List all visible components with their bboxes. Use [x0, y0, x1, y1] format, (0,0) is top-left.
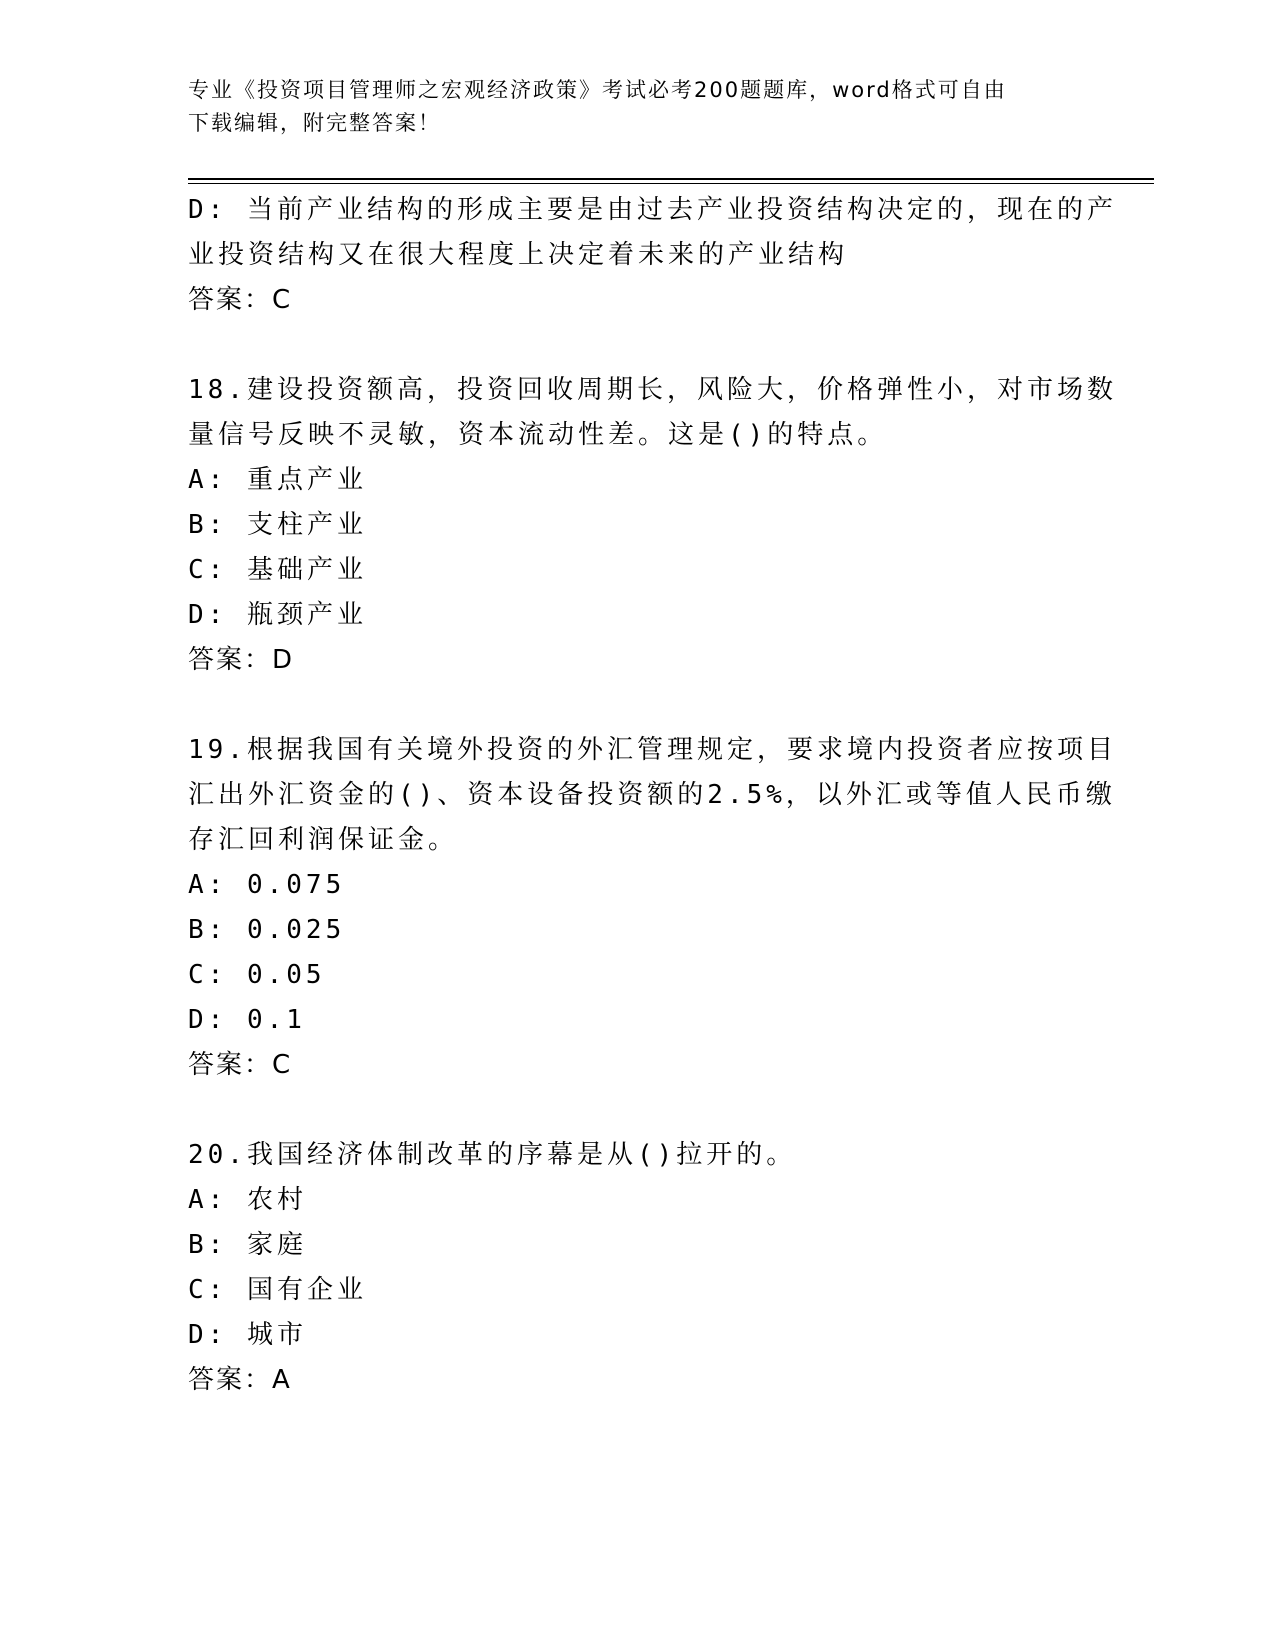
page-header	[188, 74, 1078, 140]
option-a: A: 重点产业	[188, 465, 367, 495]
answer: 答案：C	[188, 285, 293, 315]
question-stem: 存汇回利润保证金。	[188, 825, 459, 855]
option-b: B: 支柱产业	[188, 510, 367, 540]
option-a: A: 农村	[188, 1185, 307, 1215]
question-19	[188, 728, 1117, 1088]
question-20	[188, 1133, 1088, 1403]
document-body	[188, 188, 1117, 1403]
option-c: C: 基础产业	[188, 555, 367, 585]
option-a: A: 0.075	[188, 870, 346, 900]
option-b: B: 家庭	[188, 1230, 307, 1260]
answer: 答案：D	[188, 645, 295, 675]
header-divider	[188, 178, 1154, 180]
header-line-2: 下载编辑，附完整答案！	[188, 111, 441, 135]
option-c: C: 国有企业	[188, 1275, 367, 1305]
answer: 答案：A	[188, 1365, 292, 1395]
header-line-1: 专业《投资项目管理师之宏观经济政策》考试必考200题题库，word格式可自由	[188, 78, 1007, 102]
question-18	[188, 368, 1117, 683]
question-stem: 量信号反映不灵敏，资本流动性差。这是()的特点。	[188, 420, 888, 450]
question-stem: 19.根据我国有关境外投资的外汇管理规定，要求境内投资者应按项目	[188, 735, 1117, 765]
continued-question	[188, 188, 1117, 323]
option-d: D: 城市	[188, 1320, 307, 1350]
option-d-line-2: 业投资结构又在很大程度上决定着未来的产业结构	[188, 240, 849, 270]
question-stem: 汇出外汇资金的()、资本设备投资额的2.5%，以外汇或等值人民币缴	[188, 780, 1116, 810]
answer: 答案：C	[188, 1050, 293, 1080]
option-d-line-1: D: 当前产业结构的形成主要是由过去产业投资结构决定的，现在的产	[188, 195, 1117, 225]
option-d: D: 瓶颈产业	[188, 600, 367, 630]
question-stem: 20.我国经济体制改革的序幕是从()拉开的。	[188, 1140, 797, 1170]
header-divider-thin	[188, 183, 1154, 184]
option-c: C: 0.05	[188, 960, 326, 990]
option-b: B: 0.025	[188, 915, 346, 945]
option-d: D: 0.1	[188, 1005, 306, 1035]
question-stem: 18.建设投资额高，投资回收周期长，风险大，价格弹性小，对市场数	[188, 375, 1117, 405]
